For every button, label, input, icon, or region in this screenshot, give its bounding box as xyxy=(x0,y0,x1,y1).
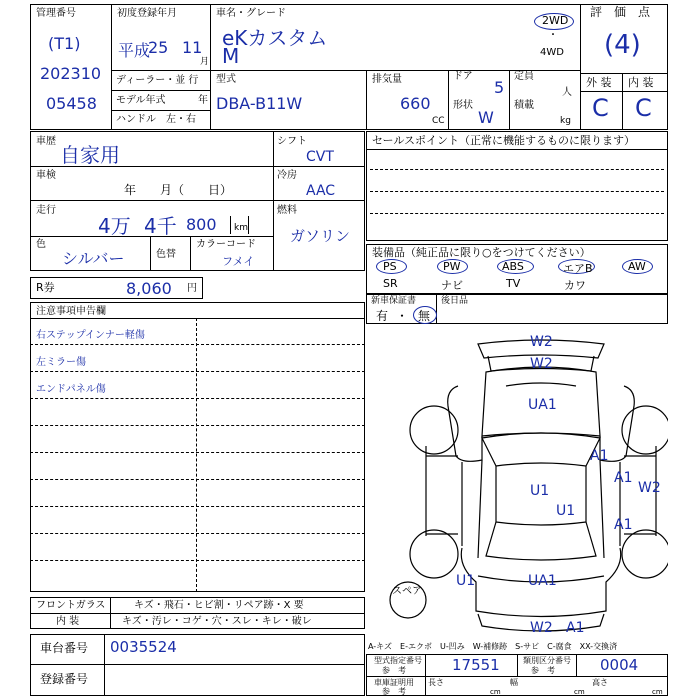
model-year-label: モデル年式 xyxy=(116,95,166,106)
doors-label: ドア xyxy=(453,71,473,82)
doors: 5 xyxy=(494,78,505,97)
mark-ua1-hood: UA1 xyxy=(528,397,557,413)
displacement: 660 xyxy=(400,94,431,113)
inspection-text: 年 月（ 日） xyxy=(124,183,233,197)
shift-label: シフト xyxy=(277,136,307,147)
color-code: フメイ xyxy=(222,255,255,268)
r-ken-unit: 円 xyxy=(187,283,197,294)
class-value: 0004 xyxy=(600,656,639,674)
notes-title: 注意事項申告欄 xyxy=(36,306,106,317)
cert-label: 車庫証明用 xyxy=(374,678,414,687)
shape: W xyxy=(478,108,494,127)
warranty-label: 新車保証書 xyxy=(371,296,417,306)
mark-u1-roof2: U1 xyxy=(556,503,576,519)
first-reg-label: 初度登録年月 xyxy=(117,8,177,19)
load-unit: kg xyxy=(560,116,571,126)
width-label: 幅 xyxy=(510,678,518,687)
mark-w2-front1: W2 xyxy=(530,334,553,350)
height-label: 高さ xyxy=(592,678,608,687)
width-unit: cm xyxy=(574,688,585,696)
shift-value: CVT xyxy=(306,149,334,165)
chassis-label: 車台番号 xyxy=(40,641,89,655)
color-label: 色 xyxy=(36,239,46,250)
fuel-label: 燃料 xyxy=(277,205,297,216)
equip-sr: SR xyxy=(383,277,398,290)
r-ken-label: R券 xyxy=(36,281,55,294)
mark-a1-rearbumper: A1 xyxy=(566,620,585,636)
spare-label: スペア xyxy=(392,586,422,597)
equip-leather: カワ xyxy=(564,279,586,292)
equip-tv: TV xyxy=(506,277,521,290)
mark-w2-rside: W2 xyxy=(638,480,661,496)
era: 平成 xyxy=(118,41,151,60)
inspection-label: 車検 xyxy=(36,170,56,181)
model-label: 型式 xyxy=(216,74,236,85)
model: DBA-B11W xyxy=(216,94,303,113)
interior-label: 内 装 xyxy=(628,76,654,89)
color-value: シルバー xyxy=(62,249,125,268)
reg-label: 登録番号 xyxy=(40,672,89,686)
exterior-grade: C xyxy=(592,94,609,122)
capacity-unit: 人 xyxy=(562,87,572,98)
note-line-2: 左ミラー傷 xyxy=(36,357,86,368)
chassis-value: 0035524 xyxy=(110,638,177,656)
class-sub: 参 考 xyxy=(531,666,555,675)
admin-no-t: (T1) xyxy=(48,34,81,53)
exterior-label: 外 装 xyxy=(586,76,612,89)
notes-box xyxy=(30,302,365,592)
mileage-man: 4万 xyxy=(98,214,131,238)
height-unit: cm xyxy=(652,688,663,696)
shape-label: 形状 xyxy=(453,100,473,111)
mark-a1-rdoor: A1 xyxy=(614,470,633,486)
sales-points-title: セールスポイント（正常に機能するものに限ります） xyxy=(372,134,636,147)
interior-grade: C xyxy=(635,94,652,122)
car-name: eKカスタム xyxy=(222,26,328,50)
equip-airb: エアB xyxy=(563,262,593,275)
admin-no-1: 202310 xyxy=(40,64,102,83)
rear-seat-label: 後日品 xyxy=(441,296,469,306)
ac-label: 冷房 xyxy=(277,170,297,181)
dealer-label: ディーラー・並 行 xyxy=(116,75,199,86)
interior-check-label: 内 装 xyxy=(56,616,80,627)
reg-year: 25 xyxy=(148,38,169,57)
equip-navi: ナビ xyxy=(441,279,463,292)
mark-u1-roof: U1 xyxy=(530,483,550,499)
fuel-value: ガソリン xyxy=(290,227,351,245)
front-glass-options: キズ・飛石・ヒビ割・リペア跡・X 要 xyxy=(134,600,304,611)
warranty-no-circle xyxy=(413,306,437,324)
mark-a1-rrear: A1 xyxy=(614,517,633,533)
km-unit: km xyxy=(234,223,248,233)
cc-unit: CC xyxy=(432,116,445,126)
car-name-label: 車名・グレード xyxy=(216,8,286,19)
drive-4wd: 4WD xyxy=(540,47,564,58)
handle-label: ハンドル 左・右 xyxy=(116,114,196,125)
year-unit: 年 xyxy=(198,95,208,106)
mark-u1-lrear: U1 xyxy=(456,573,476,589)
warranty-no: 無 xyxy=(418,309,431,323)
history-value: 自家用 xyxy=(60,143,120,167)
model-cert-label: 型式指定番号 xyxy=(374,656,422,665)
grade: M xyxy=(222,44,240,68)
ac-value: AAC xyxy=(306,183,336,199)
sales-points-box xyxy=(366,131,668,241)
equipment-title: 装備品（純正品に限り○をつけてください） xyxy=(372,246,591,259)
repaint-label: 色替 xyxy=(156,249,176,260)
cert-sub: 参 考 xyxy=(382,687,406,696)
admin-no-2: 05458 xyxy=(46,94,97,113)
displacement-label: 排気量 xyxy=(372,74,402,85)
mark-w2-rearbumper: W2 xyxy=(530,620,553,636)
color-code-label: カラーコード xyxy=(196,239,256,250)
rating: (4) xyxy=(604,30,641,60)
month-unit: 月 xyxy=(200,57,210,67)
r-ken-box xyxy=(30,277,203,299)
damage-legend: A-キズ E-エクボ U-凹み W-補修跡 S-サビ C-腐食 XX-交換済 xyxy=(368,642,618,651)
model-cert-sub: 参 考 xyxy=(382,666,406,675)
capacity-label: 定員 xyxy=(514,71,534,82)
mileage-label: 走行 xyxy=(36,205,56,216)
drive-2wd: 2WD xyxy=(542,14,569,27)
drive-dot: ・ xyxy=(548,30,558,41)
warranty-dot: ・ xyxy=(396,309,409,323)
length-label: 長さ xyxy=(428,678,444,687)
note-line-3: エンドパネル傷 xyxy=(36,384,106,395)
load-label: 積載 xyxy=(514,100,534,111)
equip-pw: PW xyxy=(443,260,461,273)
front-glass-label: フロントガラス xyxy=(36,600,106,611)
mileage-sen: 4千 xyxy=(144,214,177,238)
mark-w2-front2: W2 xyxy=(530,356,553,372)
note-line-1: 右ステップインナー軽傷 xyxy=(36,330,145,341)
history-label: 車歴 xyxy=(36,136,56,147)
length-unit: cm xyxy=(490,688,501,696)
mark-a1-rfender: A1 xyxy=(590,448,609,464)
model-cert-value: 17551 xyxy=(452,656,500,674)
equip-ps: PS xyxy=(383,260,397,273)
equip-aw: AW xyxy=(628,260,646,273)
rating-label: 評 価 点 xyxy=(590,5,651,19)
reg-month: 11 xyxy=(182,38,203,57)
interior-options: キズ・汚レ・コゲ・穴・スレ・キレ・破レ xyxy=(122,616,312,627)
admin-no-label: 管理番号 xyxy=(36,8,76,19)
equip-abs: ABS xyxy=(502,260,524,273)
class-label: 類別区分番号 xyxy=(523,656,571,665)
mark-ua1-rear: UA1 xyxy=(528,573,557,589)
mileage-rest: 800 xyxy=(186,215,217,234)
r-ken-value: 8,060 xyxy=(126,279,172,298)
warranty-yes: 有 xyxy=(376,309,389,323)
